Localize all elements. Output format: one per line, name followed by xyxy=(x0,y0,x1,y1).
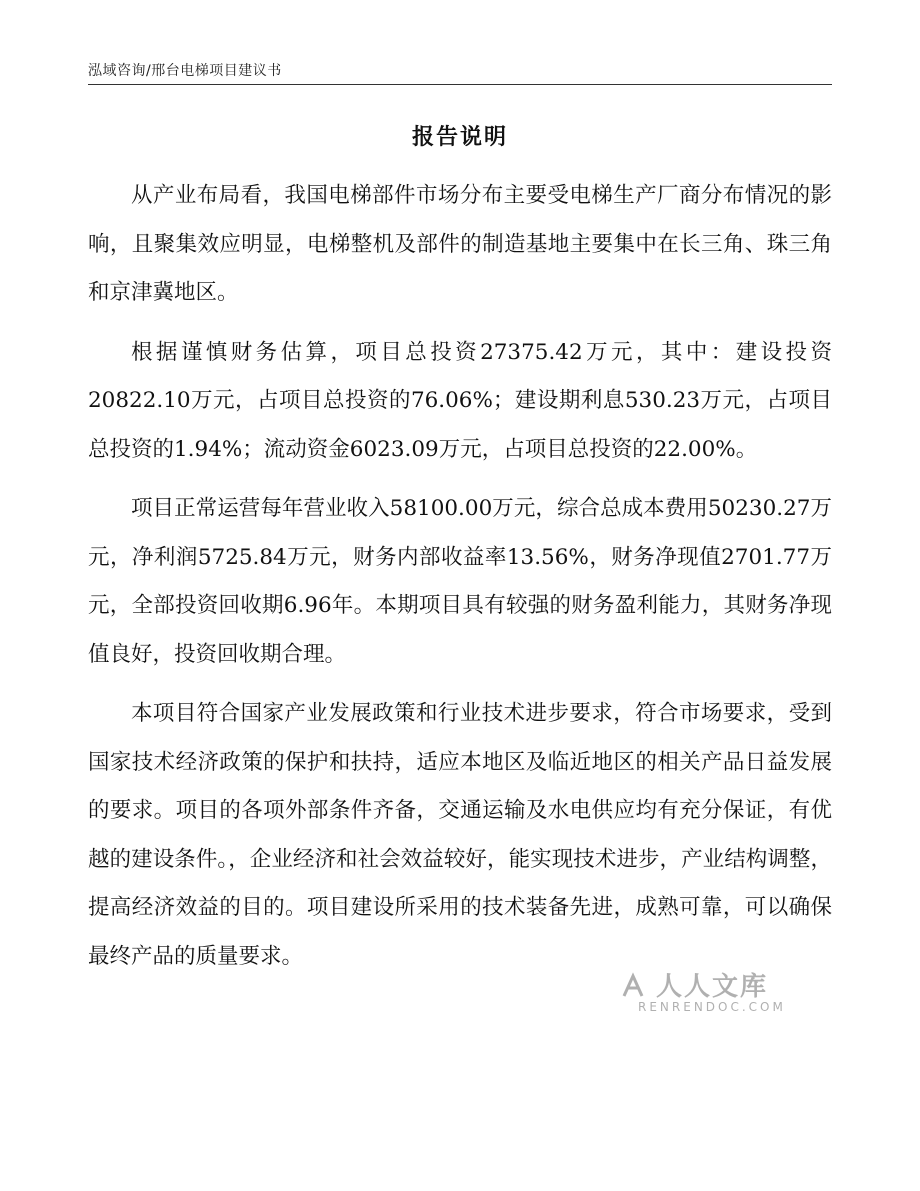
watermark-logo-icon xyxy=(618,970,648,1000)
watermark-subtitle: RENRENDOC.COM xyxy=(638,1000,786,1014)
paragraph-industry-layout: 从产业布局看，我国电梯部件市场分布主要受电梯生产厂商分布情况的影响，且聚集效应明显，电梯整机及部件的制造基地主要集中在长三角、珠三角和京津冀地区。 xyxy=(88,183,832,305)
header-divider xyxy=(88,84,832,85)
running-header: 泓域咨询/邢台电梯项目建议书 xyxy=(88,63,282,79)
paragraph-policy: 本项目符合国家产业发展政策和行业技术进步要求，符合市场要求，受到国家技术经济政策的保护和扶持，适应本地区及临近地区的相关产品日益发展的要求。项目的各项外部条件齐备，交通运输及水电供应均有充分保证，有优越的建设条件。，企业经济和社会效益较好，能实现技术进步，产业结构调整，提高经济效益的目的。项目建设所采用的技术装备先进，成熟可靠，可以确保最终产品的质量要求。 xyxy=(88,701,832,969)
page-title: 报告说明 xyxy=(411,125,508,150)
paragraph-revenue: 项目正常运营每年营业收入58100.00万元，综合总成本费用50230.27万元，净利润5725.84万元，财务内部收益率13.56%，财务净现值2701.77万元，全部投资回收期6.96年。本期项目具有较强的财务盈利能力，其财务净现值良好，投资回收期合理。 xyxy=(88,496,832,667)
report-body xyxy=(88,172,832,992)
watermark xyxy=(618,966,838,1046)
paragraph-investment: 根据谨慎财务估算，项目总投资27375.42万元，其中：建设投资20822.10万元，占项目总投资的76.06%；建设期利息530.23万元，占项目总投资的1.94%；流动资金6023.09万元，占项目总投资的22.00%。 xyxy=(88,339,832,462)
watermark-title: 人人文库 xyxy=(656,972,769,1002)
